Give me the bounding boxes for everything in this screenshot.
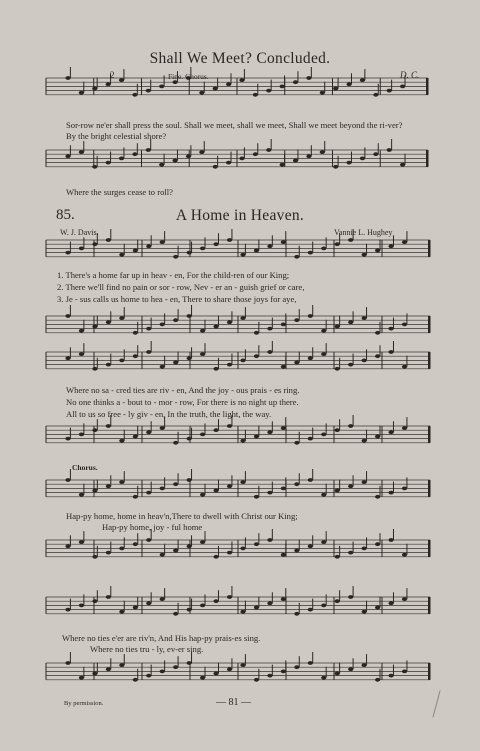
- note-head: [321, 540, 326, 544]
- note-head: [254, 495, 259, 499]
- note-head: [227, 667, 232, 671]
- note-head: [402, 553, 407, 557]
- note-head: [362, 439, 367, 443]
- note-head: [187, 478, 192, 482]
- note-head: [400, 85, 405, 89]
- note-head: [388, 244, 393, 248]
- double-bar: [428, 597, 430, 614]
- note-head: [294, 318, 299, 322]
- note-head: [227, 484, 232, 488]
- note-head: [375, 435, 380, 439]
- note-head: [320, 91, 325, 95]
- note-head: [65, 251, 70, 255]
- double-bar: [428, 352, 430, 369]
- note-head: [320, 150, 325, 154]
- note-head: [213, 599, 218, 603]
- note-head: [213, 165, 218, 169]
- note-head: [387, 148, 392, 152]
- song-title-concluded: Shall We Meet? Concluded.: [149, 50, 331, 67]
- verse-line: 3. Je - sus calls us home to hea - en, There to share those joys for aye,: [57, 294, 297, 304]
- note-head: [187, 356, 192, 360]
- note-head: [348, 424, 353, 428]
- note-head: [133, 354, 138, 358]
- note-head: [92, 489, 97, 493]
- note-head: [79, 150, 84, 154]
- note-head: [119, 439, 124, 443]
- note-head: [106, 82, 111, 86]
- note-head: [335, 672, 340, 676]
- note-head: [239, 78, 244, 82]
- note-head: [200, 329, 205, 333]
- note-head: [254, 249, 259, 253]
- composer-left: W. J. Davis.: [60, 228, 99, 237]
- double-bar: [428, 426, 430, 443]
- note-head: [146, 350, 151, 354]
- note-head: [362, 253, 367, 257]
- note-head: [106, 551, 111, 555]
- note-head: [160, 323, 165, 327]
- note-head: [254, 354, 259, 358]
- note-head: [240, 610, 245, 614]
- note-head: [173, 255, 178, 259]
- note-head: [373, 93, 378, 97]
- measure-number: 2: [110, 70, 115, 80]
- note-head: [388, 674, 393, 678]
- note-head: [240, 316, 245, 320]
- note-head: [119, 610, 124, 614]
- note-head: [133, 249, 138, 253]
- note-head: [267, 674, 272, 678]
- note-head: [335, 242, 340, 246]
- note-head: [106, 424, 111, 428]
- note-head: [200, 604, 205, 608]
- note-head: [321, 329, 326, 333]
- note-head: [92, 555, 97, 559]
- note-head: [373, 152, 378, 156]
- note-head: [266, 89, 271, 93]
- note-head: [375, 495, 380, 499]
- verse-line: 1. There's a home far up in heav - en, For the child-ren of our King;: [57, 270, 290, 280]
- note-head: [133, 331, 138, 335]
- note-head: [146, 674, 151, 678]
- verse-line: No one thinks a - bout to - mor - row, For there is no night up there.: [66, 397, 299, 407]
- note-head: [79, 329, 84, 333]
- note-head: [375, 678, 380, 682]
- note-head: [308, 544, 313, 548]
- verse-line: Where no sa - cred ties are riv - en, And the joy - ous prais - es ring.: [66, 385, 300, 395]
- note-head: [227, 595, 232, 599]
- note-head: [79, 604, 84, 608]
- note-head: [92, 672, 97, 676]
- note-head: [199, 91, 204, 95]
- note-head: [253, 93, 258, 97]
- note-head: [294, 441, 299, 445]
- note-head: [65, 478, 70, 482]
- note-head: [335, 599, 340, 603]
- note-head: [321, 433, 326, 437]
- note-head: [92, 428, 97, 432]
- note-head: [280, 163, 285, 167]
- note-head: [348, 551, 353, 555]
- note-head: [281, 323, 286, 327]
- dc-mark: D. C.: [400, 70, 420, 80]
- note-head: [240, 359, 245, 363]
- note-head: [79, 352, 84, 356]
- note-head: [321, 247, 326, 251]
- note-head: [362, 547, 367, 551]
- lyric-line: Sor-row ne'er shall press the soul. Shall we meet, shall we meet, Shall we meet beyond the ri-ver?: [66, 120, 403, 130]
- composer-right: Vannie L. Hughey: [334, 228, 393, 237]
- note-head: [348, 238, 353, 242]
- note-head: [187, 314, 192, 318]
- note-head: [213, 428, 218, 432]
- note-head: [239, 157, 244, 161]
- note-head: [187, 251, 192, 255]
- note-head: [173, 665, 178, 669]
- note-head: [213, 367, 218, 371]
- note-head: [267, 244, 272, 248]
- note-head: [173, 318, 178, 322]
- note-head: [200, 247, 205, 251]
- note-head: [335, 489, 340, 493]
- note-head: [173, 441, 178, 445]
- chorus-label: Chorus.: [72, 463, 98, 472]
- note-head: [335, 555, 340, 559]
- note-head: [388, 601, 393, 605]
- note-head: [375, 331, 380, 335]
- note-head: [79, 540, 84, 544]
- note-head: [308, 251, 313, 255]
- note-head: [387, 89, 392, 93]
- note-head: [388, 538, 393, 542]
- note-head: [160, 553, 165, 557]
- note-head: [360, 157, 365, 161]
- chorus-line: Where no ties tru - ly, ev-er sing.: [90, 644, 204, 654]
- note-head: [65, 608, 70, 612]
- note-head: [133, 678, 138, 682]
- note-head: [159, 163, 164, 167]
- note-head: [226, 161, 231, 165]
- note-head: [79, 493, 84, 497]
- hymn-number: 85.: [56, 207, 75, 223]
- note-head: [254, 435, 259, 439]
- note-head: [146, 244, 151, 248]
- note-head: [335, 325, 340, 329]
- note-head: [267, 430, 272, 434]
- note-head: [106, 667, 111, 671]
- chorus-line: Hap-py home, joy - ful home: [102, 522, 203, 532]
- note-head: [267, 327, 272, 331]
- note-head: [146, 491, 151, 495]
- note-head: [266, 148, 271, 152]
- note-head: [200, 493, 205, 497]
- note-head: [133, 606, 138, 610]
- note-head: [294, 612, 299, 616]
- note-head: [281, 553, 286, 557]
- note-head: [293, 80, 298, 84]
- double-bar: [428, 240, 430, 257]
- note-head: [335, 367, 340, 371]
- note-head: [146, 148, 151, 152]
- note-head: [281, 426, 286, 430]
- note-head: [200, 676, 205, 680]
- note-head: [281, 240, 286, 244]
- note-head: [213, 87, 218, 91]
- note-head: [65, 76, 70, 80]
- note-head: [321, 676, 326, 680]
- note-head: [267, 491, 272, 495]
- note-head: [375, 542, 380, 546]
- note-head: [226, 82, 231, 86]
- note-head: [133, 542, 138, 546]
- note-head: [119, 547, 124, 551]
- note-head: [65, 154, 70, 158]
- note-head: [308, 478, 313, 482]
- note-head: [375, 354, 380, 358]
- note-head: [240, 480, 245, 484]
- note-head: [213, 672, 218, 676]
- note-head: [362, 316, 367, 320]
- note-head: [362, 663, 367, 667]
- note-head: [254, 542, 259, 546]
- note-head: [79, 247, 84, 251]
- note-head: [79, 91, 84, 95]
- note-head: [119, 480, 124, 484]
- note-head: [240, 663, 245, 667]
- note-head: [400, 163, 405, 167]
- lyric-line: Where the surges cease to roll?: [66, 187, 173, 197]
- note-head: [362, 610, 367, 614]
- note-head: [119, 359, 124, 363]
- note-head: [402, 597, 407, 601]
- note-head: [187, 544, 192, 548]
- note-head: [92, 242, 97, 246]
- note-head: [294, 482, 299, 486]
- note-head: [362, 359, 367, 363]
- note-head: [388, 350, 393, 354]
- note-head: [227, 363, 232, 367]
- note-head: [281, 487, 286, 491]
- note-head: [146, 430, 151, 434]
- note-head: [106, 363, 111, 367]
- note-head: [132, 152, 137, 156]
- note-head: [213, 242, 218, 246]
- note-head: [402, 670, 407, 674]
- note-head: [360, 78, 365, 82]
- note-head: [254, 606, 259, 610]
- note-head: [79, 676, 84, 680]
- note-head: [200, 433, 205, 437]
- note-head: [253, 152, 258, 156]
- note-head: [173, 482, 178, 486]
- double-bar: [426, 150, 428, 167]
- note-head: [227, 551, 232, 555]
- note-head: [186, 154, 191, 158]
- double-bar: [428, 480, 430, 497]
- note-head: [375, 606, 380, 610]
- lyric-line: By the bright celestial shore?: [66, 131, 167, 141]
- note-head: [267, 350, 272, 354]
- note-head: [335, 428, 340, 432]
- note-head: [133, 435, 138, 439]
- note-head: [388, 327, 393, 331]
- note-head: [160, 365, 165, 369]
- note-head: [92, 599, 97, 603]
- note-head: [227, 424, 232, 428]
- note-head: [160, 240, 165, 244]
- note-head: [79, 433, 84, 437]
- note-head: [92, 165, 97, 169]
- note-head: [213, 555, 218, 559]
- note-head: [173, 361, 178, 365]
- note-head: [160, 670, 165, 674]
- double-bar: [428, 540, 430, 557]
- page-number: — 81 —: [216, 697, 251, 708]
- note-head: [267, 538, 272, 542]
- chorus-line: Hap-py home, home in heav'n,There to dwell with Christ our King;: [66, 511, 298, 521]
- note-head: [294, 665, 299, 669]
- note-head: [106, 484, 111, 488]
- note-head: [160, 487, 165, 491]
- note-head: [146, 538, 151, 542]
- note-head: [227, 320, 232, 324]
- note-head: [280, 85, 285, 89]
- note-head: [200, 352, 205, 356]
- note-head: [281, 597, 286, 601]
- note-head: [92, 325, 97, 329]
- note-head: [402, 365, 407, 369]
- note-head: [200, 540, 205, 544]
- note-head: [254, 331, 259, 335]
- note-head: [321, 604, 326, 608]
- note-head: [187, 437, 192, 441]
- note-head: [119, 253, 124, 257]
- note-head: [106, 161, 111, 165]
- note-head: [92, 367, 97, 371]
- note-head: [159, 85, 164, 89]
- note-head: [173, 549, 178, 553]
- double-bar: [428, 316, 430, 333]
- note-head: [160, 597, 165, 601]
- note-head: [267, 601, 272, 605]
- note-head: [187, 608, 192, 612]
- note-head: [348, 484, 353, 488]
- note-head: [240, 439, 245, 443]
- note-head: [65, 314, 70, 318]
- note-head: [213, 489, 218, 493]
- double-bar: [426, 78, 428, 95]
- note-head: [306, 154, 311, 158]
- note-head: [294, 549, 299, 553]
- note-head: [402, 487, 407, 491]
- note-head: [402, 240, 407, 244]
- note-head: [308, 661, 313, 665]
- note-head: [346, 161, 351, 165]
- note-head: [227, 238, 232, 242]
- note-head: [65, 437, 70, 441]
- verse-line: 2. There we'll find no pain or sor - row, Nev - er an - guish grief or care,: [57, 282, 305, 292]
- note-head: [402, 426, 407, 430]
- note-head: [348, 363, 353, 367]
- note-head: [333, 87, 338, 91]
- note-head: [402, 323, 407, 327]
- permission-note: By permission.: [64, 700, 104, 707]
- note-head: [133, 495, 138, 499]
- note-head: [199, 150, 204, 154]
- note-head: [187, 661, 192, 665]
- note-head: [132, 93, 137, 97]
- note-head: [92, 87, 97, 91]
- note-head: [348, 595, 353, 599]
- song-title: A Home in Heaven.: [175, 207, 305, 224]
- note-head: [106, 595, 111, 599]
- note-head: [173, 612, 178, 616]
- note-head: [321, 493, 326, 497]
- note-head: [106, 238, 111, 242]
- note-head: [293, 159, 298, 163]
- note-head: [240, 253, 245, 257]
- note-head: [308, 356, 313, 360]
- note-head: [388, 491, 393, 495]
- note-head: [65, 544, 70, 548]
- note-head: [348, 320, 353, 324]
- note-head: [146, 601, 151, 605]
- note-head: [119, 78, 124, 82]
- note-head: [119, 663, 124, 667]
- note-head: [240, 547, 245, 551]
- double-bar: [428, 663, 430, 680]
- note-head: [65, 661, 70, 665]
- note-head: [281, 365, 286, 369]
- note-head: [146, 89, 151, 93]
- note-head: [348, 667, 353, 671]
- chorus-line: Where no ties e'er are riv'n, And His hap-py prais-es sing.: [62, 633, 261, 643]
- note-head: [172, 159, 177, 163]
- note-head: [294, 361, 299, 365]
- note-head: [254, 678, 259, 682]
- note-head: [213, 325, 218, 329]
- fine-chorus-mark: Fine. Chorus.: [168, 72, 209, 81]
- note-head: [375, 249, 380, 253]
- note-head: [65, 356, 70, 360]
- note-head: [362, 480, 367, 484]
- verse-line: All to us so free - ly giv - en, In the truth, the light, the way.: [66, 409, 272, 419]
- note-head: [146, 327, 151, 331]
- note-head: [106, 320, 111, 324]
- note-head: [306, 76, 311, 80]
- note-head: [321, 352, 326, 356]
- note-head: [160, 426, 165, 430]
- note-head: [308, 314, 313, 318]
- note-head: [119, 157, 124, 161]
- note-head: [333, 165, 338, 169]
- note-head: [308, 437, 313, 441]
- note-head: [346, 82, 351, 86]
- note-head: [294, 255, 299, 259]
- note-head: [281, 670, 286, 674]
- note-head: [119, 316, 124, 320]
- note-head: [308, 608, 313, 612]
- note-head: [388, 430, 393, 434]
